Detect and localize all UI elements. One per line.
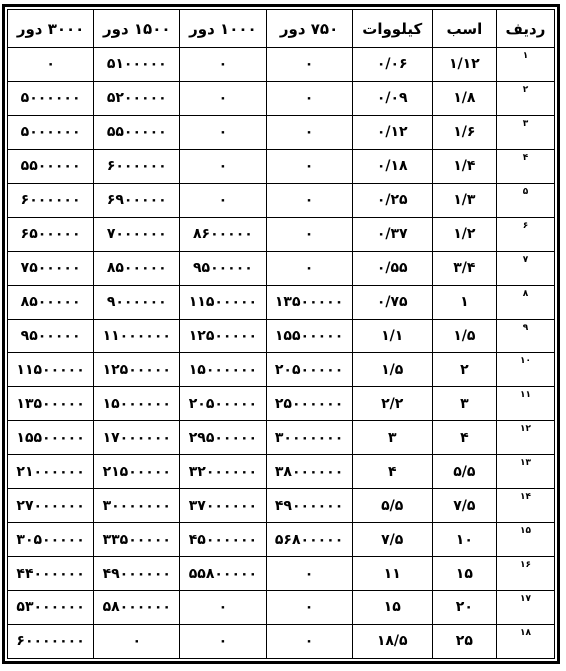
- horsepower-cell: ۱/۸: [432, 81, 496, 115]
- row-number-cell: ۲: [496, 81, 554, 115]
- price-3000-cell: ۶۵۰۰۰۰۰: [8, 217, 94, 251]
- price-1000-cell: ۰: [180, 81, 266, 115]
- price-1000-cell: ۰: [180, 48, 266, 82]
- header-horsepower: اسب: [432, 10, 496, 48]
- kilowatt-cell: ۱/۱: [352, 319, 432, 353]
- row-number-cell: ۷: [496, 251, 554, 285]
- table-row: [8, 353, 555, 387]
- price-1000-cell: ۱۵۰۰۰۰۰۰: [180, 353, 266, 387]
- motor-price-table: [7, 9, 555, 659]
- row-number-cell: ۹: [496, 319, 554, 353]
- table-row: [8, 285, 555, 319]
- price-750-cell: ۰: [266, 217, 352, 251]
- header-row-number: ردیف: [496, 10, 554, 48]
- price-3000-cell: ۶۰۰۰۰۰۰: [8, 183, 94, 217]
- kilowatt-cell: ۲/۲: [352, 387, 432, 421]
- horsepower-cell: ۳/۴: [432, 251, 496, 285]
- price-3000-cell: ۶۰۰۰۰۰۰۰: [8, 624, 94, 658]
- price-1500-cell: ۱۲۵۰۰۰۰۰: [94, 353, 180, 387]
- horsepower-cell: ۴: [432, 421, 496, 455]
- price-1000-cell: ۸۶۰۰۰۰۰: [180, 217, 266, 251]
- horsepower-cell: ۱۰: [432, 523, 496, 557]
- table-row: [8, 81, 555, 115]
- price-750-cell: ۳۰۰۰۰۰۰۰: [266, 421, 352, 455]
- price-1500-cell: ۳۳۵۰۰۰۰۰: [94, 523, 180, 557]
- header-kilowatt: کیلووات: [352, 10, 432, 48]
- price-1000-cell: ۰: [180, 115, 266, 149]
- price-3000-cell: ۱۳۵۰۰۰۰۰: [8, 387, 94, 421]
- row-number-cell: ۸: [496, 285, 554, 319]
- header-rpm-1000: ۱۰۰۰ دور: [180, 10, 266, 48]
- price-3000-cell: ۴۴۰۰۰۰۰۰: [8, 557, 94, 591]
- price-750-cell: ۰: [266, 81, 352, 115]
- price-1500-cell: ۴۹۰۰۰۰۰۰: [94, 557, 180, 591]
- price-750-cell: ۰: [266, 591, 352, 625]
- table-row: [8, 149, 555, 183]
- horsepower-cell: ۱/۵: [432, 319, 496, 353]
- price-3000-cell: ۵۰۰۰۰۰۰: [8, 81, 94, 115]
- table-row: [8, 217, 555, 251]
- price-750-cell: ۳۸۰۰۰۰۰۰: [266, 455, 352, 489]
- kilowatt-cell: ۷/۵: [352, 523, 432, 557]
- row-number-cell: ۱۸: [496, 624, 554, 658]
- price-1500-cell: ۶۹۰۰۰۰۰: [94, 183, 180, 217]
- kilowatt-cell: ۰/۰۹: [352, 81, 432, 115]
- price-1000-cell: ۳۲۰۰۰۰۰۰: [180, 455, 266, 489]
- table-row: [8, 455, 555, 489]
- price-3000-cell: ۱۱۵۰۰۰۰۰: [8, 353, 94, 387]
- kilowatt-cell: ۰/۳۷: [352, 217, 432, 251]
- row-number-cell: ۳: [496, 115, 554, 149]
- price-750-cell: ۰: [266, 557, 352, 591]
- price-1000-cell: ۴۵۰۰۰۰۰۰: [180, 523, 266, 557]
- table-row: [8, 387, 555, 421]
- price-3000-cell: ۵۳۰۰۰۰۰۰: [8, 591, 94, 625]
- price-750-cell: ۰: [266, 48, 352, 82]
- price-1000-cell: ۲۹۵۰۰۰۰۰: [180, 421, 266, 455]
- table-row: [8, 489, 555, 523]
- price-3000-cell: ۰: [8, 48, 94, 82]
- price-3000-cell: ۱۵۵۰۰۰۰۰: [8, 421, 94, 455]
- kilowatt-cell: ۴: [352, 455, 432, 489]
- horsepower-cell: ۱/۲: [432, 217, 496, 251]
- row-number-cell: ۱۶: [496, 557, 554, 591]
- price-3000-cell: ۷۵۰۰۰۰۰: [8, 251, 94, 285]
- price-3000-cell: ۸۵۰۰۰۰۰: [8, 285, 94, 319]
- kilowatt-cell: ۳: [352, 421, 432, 455]
- header-rpm-750: ۷۵۰ دور: [266, 10, 352, 48]
- horsepower-cell: ۲: [432, 353, 496, 387]
- price-1500-cell: ۵۲۰۰۰۰۰: [94, 81, 180, 115]
- price-1000-cell: ۵۵۸۰۰۰۰۰: [180, 557, 266, 591]
- price-750-cell: ۵۶۸۰۰۰۰۰: [266, 523, 352, 557]
- price-1500-cell: ۳۰۰۰۰۰۰۰: [94, 489, 180, 523]
- price-1000-cell: ۹۵۰۰۰۰۰: [180, 251, 266, 285]
- row-number-cell: ۱۲: [496, 421, 554, 455]
- table-row: [8, 624, 555, 658]
- price-3000-cell: ۲۱۰۰۰۰۰۰: [8, 455, 94, 489]
- price-1500-cell: ۸۵۰۰۰۰۰: [94, 251, 180, 285]
- row-number-cell: ۱۴: [496, 489, 554, 523]
- kilowatt-cell: ۰/۲۵: [352, 183, 432, 217]
- row-number-cell: ۱۱: [496, 387, 554, 421]
- horsepower-cell: ۱/۱۲: [432, 48, 496, 82]
- row-number-cell: ۶: [496, 217, 554, 251]
- kilowatt-cell: ۰/۱۸: [352, 149, 432, 183]
- horsepower-cell: ۱/۶: [432, 115, 496, 149]
- price-3000-cell: ۲۷۰۰۰۰۰۰: [8, 489, 94, 523]
- kilowatt-cell: ۵/۵: [352, 489, 432, 523]
- table-row: [8, 523, 555, 557]
- row-number-cell: ۱۰: [496, 353, 554, 387]
- price-1000-cell: ۰: [180, 591, 266, 625]
- table-row: [8, 421, 555, 455]
- price-3000-cell: ۹۵۰۰۰۰۰: [8, 319, 94, 353]
- price-1500-cell: ۰: [94, 624, 180, 658]
- price-3000-cell: ۵۰۰۰۰۰۰: [8, 115, 94, 149]
- price-1000-cell: ۱۲۵۰۰۰۰۰: [180, 319, 266, 353]
- price-1000-cell: ۰: [180, 149, 266, 183]
- kilowatt-cell: ۰/۰۶: [352, 48, 432, 82]
- horsepower-cell: ۵/۵: [432, 455, 496, 489]
- table-row: [8, 115, 555, 149]
- price-750-cell: ۱۵۵۰۰۰۰۰: [266, 319, 352, 353]
- horsepower-cell: ۱: [432, 285, 496, 319]
- kilowatt-cell: ۱/۵: [352, 353, 432, 387]
- price-3000-cell: ۳۰۵۰۰۰۰۰: [8, 523, 94, 557]
- horsepower-cell: ۱/۴: [432, 149, 496, 183]
- header-rpm-1500: ۱۵۰۰ دور: [94, 10, 180, 48]
- price-1500-cell: ۱۷۰۰۰۰۰۰: [94, 421, 180, 455]
- row-number-cell: ۱۵: [496, 523, 554, 557]
- table-row: [8, 591, 555, 625]
- price-1000-cell: ۳۷۰۰۰۰۰۰: [180, 489, 266, 523]
- price-3000-cell: ۵۵۰۰۰۰۰: [8, 149, 94, 183]
- row-number-cell: ۱: [496, 48, 554, 82]
- header-rpm-3000: ۳۰۰۰ دور: [8, 10, 94, 48]
- price-750-cell: ۱۳۵۰۰۰۰۰: [266, 285, 352, 319]
- price-1500-cell: ۵۱۰۰۰۰۰: [94, 48, 180, 82]
- price-1500-cell: ۵۸۰۰۰۰۰۰: [94, 591, 180, 625]
- price-750-cell: ۴۹۰۰۰۰۰۰: [266, 489, 352, 523]
- price-750-cell: ۰: [266, 251, 352, 285]
- price-750-cell: ۰: [266, 115, 352, 149]
- price-1500-cell: ۹۰۰۰۰۰۰: [94, 285, 180, 319]
- price-1000-cell: ۰: [180, 624, 266, 658]
- row-number-cell: ۱۷: [496, 591, 554, 625]
- price-1000-cell: ۲۰۵۰۰۰۰۰: [180, 387, 266, 421]
- price-1500-cell: ۶۰۰۰۰۰۰: [94, 149, 180, 183]
- kilowatt-cell: ۰/۵۵: [352, 251, 432, 285]
- horsepower-cell: ۲۵: [432, 624, 496, 658]
- price-750-cell: ۰: [266, 624, 352, 658]
- kilowatt-cell: ۱۸/۵: [352, 624, 432, 658]
- kilowatt-cell: ۰/۱۲: [352, 115, 432, 149]
- price-1500-cell: ۷۰۰۰۰۰۰: [94, 217, 180, 251]
- price-750-cell: ۲۵۰۰۰۰۰۰: [266, 387, 352, 421]
- row-number-cell: ۵: [496, 183, 554, 217]
- price-1000-cell: ۰: [180, 183, 266, 217]
- kilowatt-cell: ۱۵: [352, 591, 432, 625]
- price-750-cell: ۰: [266, 149, 352, 183]
- table-header-row: [8, 10, 555, 48]
- price-1500-cell: ۲۱۵۰۰۰۰۰: [94, 455, 180, 489]
- table-row: [8, 319, 555, 353]
- price-750-cell: ۰: [266, 183, 352, 217]
- table-row: [8, 557, 555, 591]
- kilowatt-cell: ۱۱: [352, 557, 432, 591]
- table-body: [8, 48, 555, 659]
- price-1500-cell: ۵۵۰۰۰۰۰: [94, 115, 180, 149]
- horsepower-cell: ۱/۳: [432, 183, 496, 217]
- row-number-cell: ۱۳: [496, 455, 554, 489]
- price-750-cell: ۲۰۵۰۰۰۰۰: [266, 353, 352, 387]
- horsepower-cell: ۷/۵: [432, 489, 496, 523]
- table-row: [8, 251, 555, 285]
- horsepower-cell: ۱۵: [432, 557, 496, 591]
- price-1500-cell: ۱۵۰۰۰۰۰۰: [94, 387, 180, 421]
- kilowatt-cell: ۰/۷۵: [352, 285, 432, 319]
- row-number-cell: ۴: [496, 149, 554, 183]
- horsepower-cell: ۳: [432, 387, 496, 421]
- horsepower-cell: ۲۰: [432, 591, 496, 625]
- price-1500-cell: ۱۱۰۰۰۰۰۰: [94, 319, 180, 353]
- table-row: [8, 183, 555, 217]
- price-1000-cell: ۱۱۵۰۰۰۰۰: [180, 285, 266, 319]
- price-table-frame: [2, 4, 560, 664]
- table-row: [8, 48, 555, 82]
